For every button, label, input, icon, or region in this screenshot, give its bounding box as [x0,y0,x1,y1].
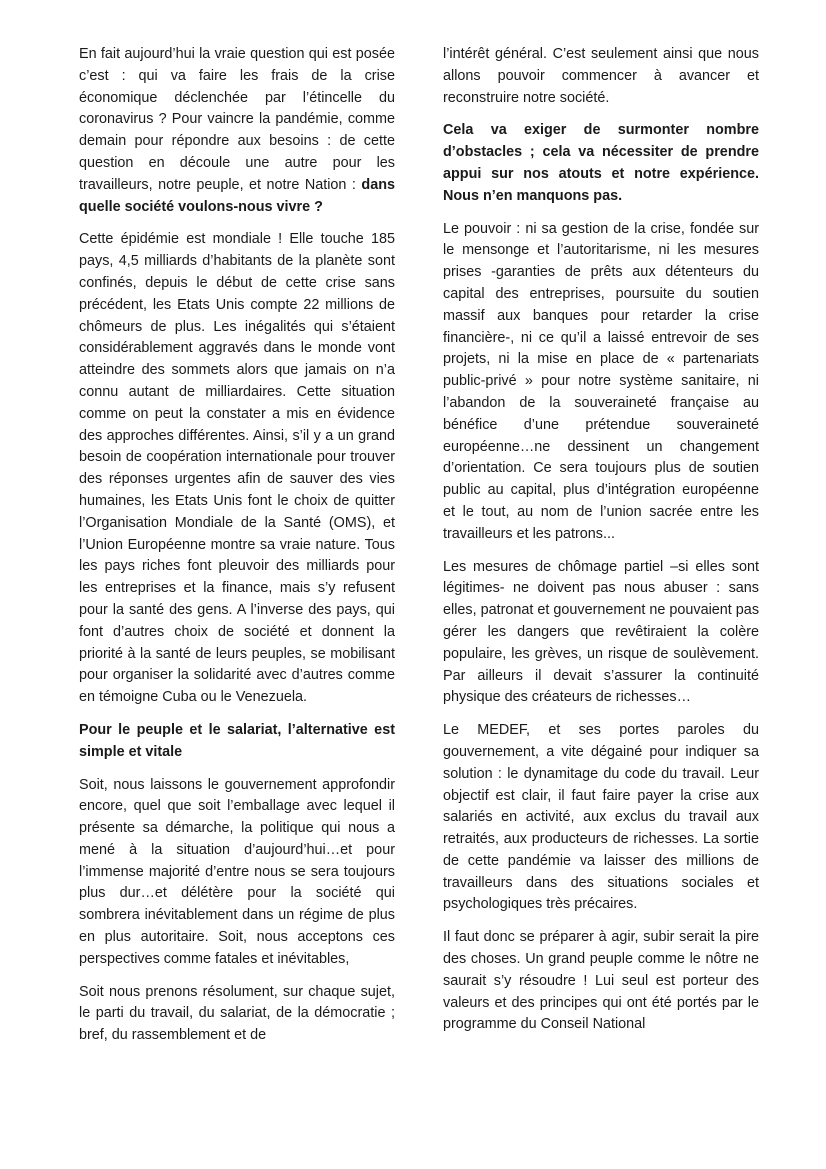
left-column [79,44,395,1058]
paragraph-crisis-question-text: En fait aujourd’hui la vraie question qui est posée c’est : qui va faire les frais de la crise économique déclenchée par l’étincelle du coronavirus ? Pour vaincre la pandémie, comme demain pour répondre aux besoins : de cette question en découle une autre pour les travailleurs, notre peuple, et notre Nation : [79,46,395,193]
paragraph-partial-unemployment: Les mesures de chômage partiel –si elles sont légitimes- ne doivent pas nous abuser : sans elles, patronat et gouvernement ne pouvaient pas gérer les dangers que revêtiraient la colère populaire, les grèves, un risque de soulèvement. Par ailleurs il devait s’assurer la continuité physique des créateurs de richesses… [443,558,760,706]
paragraph-general-interest: l’intérêt général. C’est seulement ainsi que nous allons pouvoir commencer à avancer et reconstruire notre société. [443,46,759,106]
paragraph-power: Le pouvoir : ni sa gestion de la crise, fondée sur le mensonge et l’autoritarisme, ni les mesures prises -garanties de prêts aux détenteurs du capital des entreprises, poursuite du soutien massif aux banques pour retarder la crise financière-, ni ce qu’il a laissé entrevoir de ses projets, ni la mise en place de « partenariats public-privé » pour notre système sanitaire, ni l’abandon de la souveraineté française au bénéfice d’une prétendue souveraineté européenne…ne dessinent un changement d’orientation. Ce sera toujours plus de soutien public au capital, plus d’intégration européenne et le tout, au nom de l’union sacrée entre les travailleurs et les patrons... [443,220,759,542]
paragraph-crisis-question [79,44,395,218]
paragraph-medef: Le MEDEF, et ses portes paroles du gouvernement, a vite dégainé pour indiquer sa solution : le dynamitage du code du travail. Leur objectif est clair, il faut faire payer la crise aux salariés en activité, aux exclus du travail aux retraités, aux producteurs de richesses. La sortie de cette pandémie va laisser des millions de travailleurs dans des situations sociales et psychologiques très précaires. [443,722,759,913]
paragraph-alternative-second: Soit nous prenons résolument, sur chaque sujet, le parti du travail, du salariat, de la démocratie ; bref, du rassemblement et de [79,983,395,1044]
paragraph-alternative-first: Soit, nous laissons le gouvernement approfondir encore, quel que soit l’emballage avec lequel il présente sa démarche, la politique qui nous a mené à la situation d’aujourd’hui…et pour l’immense majorité d’entre nous se sera toujours plus dur…et délétère pour la société qui sombrera inévitablement dans un régime de plus en plus autoritaire. Soit, nous acceptons ces perspectives comme fatales et inévitables, [79,776,395,967]
paragraph-prepare-to-act: Il faut donc se préparer à agir, subir serait la pire des choses. Un grand peuple comme le nôtre ne saurait s’y résoudre ! Lui seul est porteur des valeurs et des principes qui ont été portés par le programme du Conseil National [443,929,759,1033]
paragraph-epidemic: Cette épidémie est mondiale ! Elle touche 185 pays, 4,5 milliards d’habitants de la planète sont confinés, depuis le début de cette crise sans précédent, les Etats Unis compte 22 millions de chômeurs de plus. Les inégalités qui s’étaient considérablement aggravés dans le monde vont atteindre des sommets alors que jamais on n’a connu autant de milliardaires. Cette situation comme on peut la constater a mis en évidence des approches différentes. Ainsi, s’il y a un grand besoin de coopération internationale pour trouver des réponses urgentes afin de sauver des vies humaines, les Etats Unis font le choix de quitter l’Organisation Mondiale de la Santé (OMS), et l’Union Européenne montre sa vraie nature. Tous les pays riches font pleuvoir des milliards pour les entreprises et la finance, mais s’y refusent pour la santé des gens. A l’inverse des pays, qui font d’autres choix de société et donnent la priorité à la santé de leurs peuples, se mobilisant pour organiser la solidarité avec d’autres comme en témoigne Cuba ou le Venezuela. [79,231,395,706]
paragraph-obstacles: Cela va exiger de surmonter nombre d’obstacles ; cela va nécessiter de prendre appui sur nos atouts et notre expérience. Nous n’en manquons pas. [443,122,759,204]
right-column [443,44,759,1047]
section-heading: Pour le peuple et le salariat, l’alternative est simple et vitale [79,721,395,760]
paragraph-crisis-question-bold: dans quelle société voulons-nous vivre ? [79,176,395,215]
